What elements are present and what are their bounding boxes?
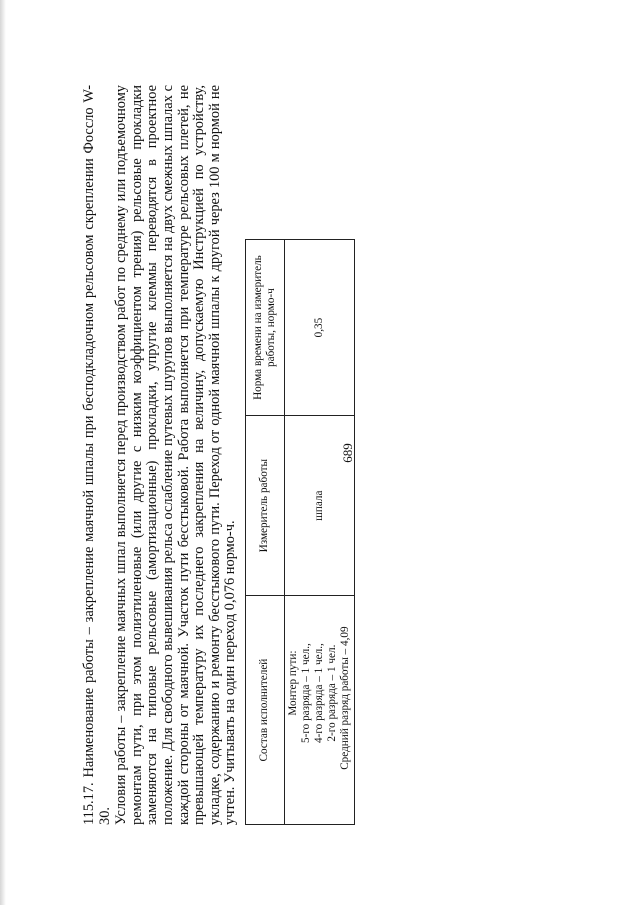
crew-line-1: 5-го разряда – 1 чел.,: [299, 643, 312, 743]
crew-title: Монтер пути:: [286, 650, 299, 716]
norm-cell: 0,35: [284, 240, 354, 416]
crew-line-3: 2-го разряда – 1 чел.: [325, 644, 338, 742]
header-norm: Норма времени на измеритель работы, нормо-ч: [245, 240, 284, 416]
table-header-row: [245, 240, 284, 825]
norm-table: [245, 239, 355, 825]
section-body: Условия работы – закрепление маячных шпал выполняется перед производством работ по среднему или подъемочному ремонтам пути, при этом полиэтиленовые (или другие с низким коэффициентом трения) рельсовые прокладки заменяются на типовые рельсовые (амортизационные) прокладки, упругие клеммы переводятся в проектное положение. Для свободного вывешивания рельса ослабление путевых шурупов выполняется на двух смежных шпалах с каждой стороны от маячной. Участок пути бесстыковой. Работа выполняется при температуре рельсовых плетей, не превышающей температуру их последнего закрепления на величину, допускаемую Инструкцией по устройству, укладке, содержанию и ремонту бесстыкового пути. Переход от одной маячной шпалы к другой через 100 м нормой не учтен. Учитывать на один переход 0,076 нормо-ч.: [113, 85, 239, 825]
page-number: 689: [340, 443, 355, 463]
crew-line-2: 4-го разряда – 1 чел.,: [312, 643, 325, 743]
crew-average: Средний разряд работы – 4,09: [338, 626, 351, 770]
header-unit: Измеритель работы: [245, 416, 284, 596]
page-edge-shadow: [0, 0, 6, 905]
crew-cell: [284, 596, 354, 825]
unit-cell: шпала: [284, 416, 354, 596]
section-title: 115.17. Наименование работы – закрепление маячной шпалы при бесподкладочном рельсовом скреплении Фоссло W-30.: [81, 85, 113, 825]
table-row: [284, 240, 354, 825]
header-crew: Состав исполнителей: [245, 596, 284, 825]
rotated-document-block: [82, 85, 355, 825]
